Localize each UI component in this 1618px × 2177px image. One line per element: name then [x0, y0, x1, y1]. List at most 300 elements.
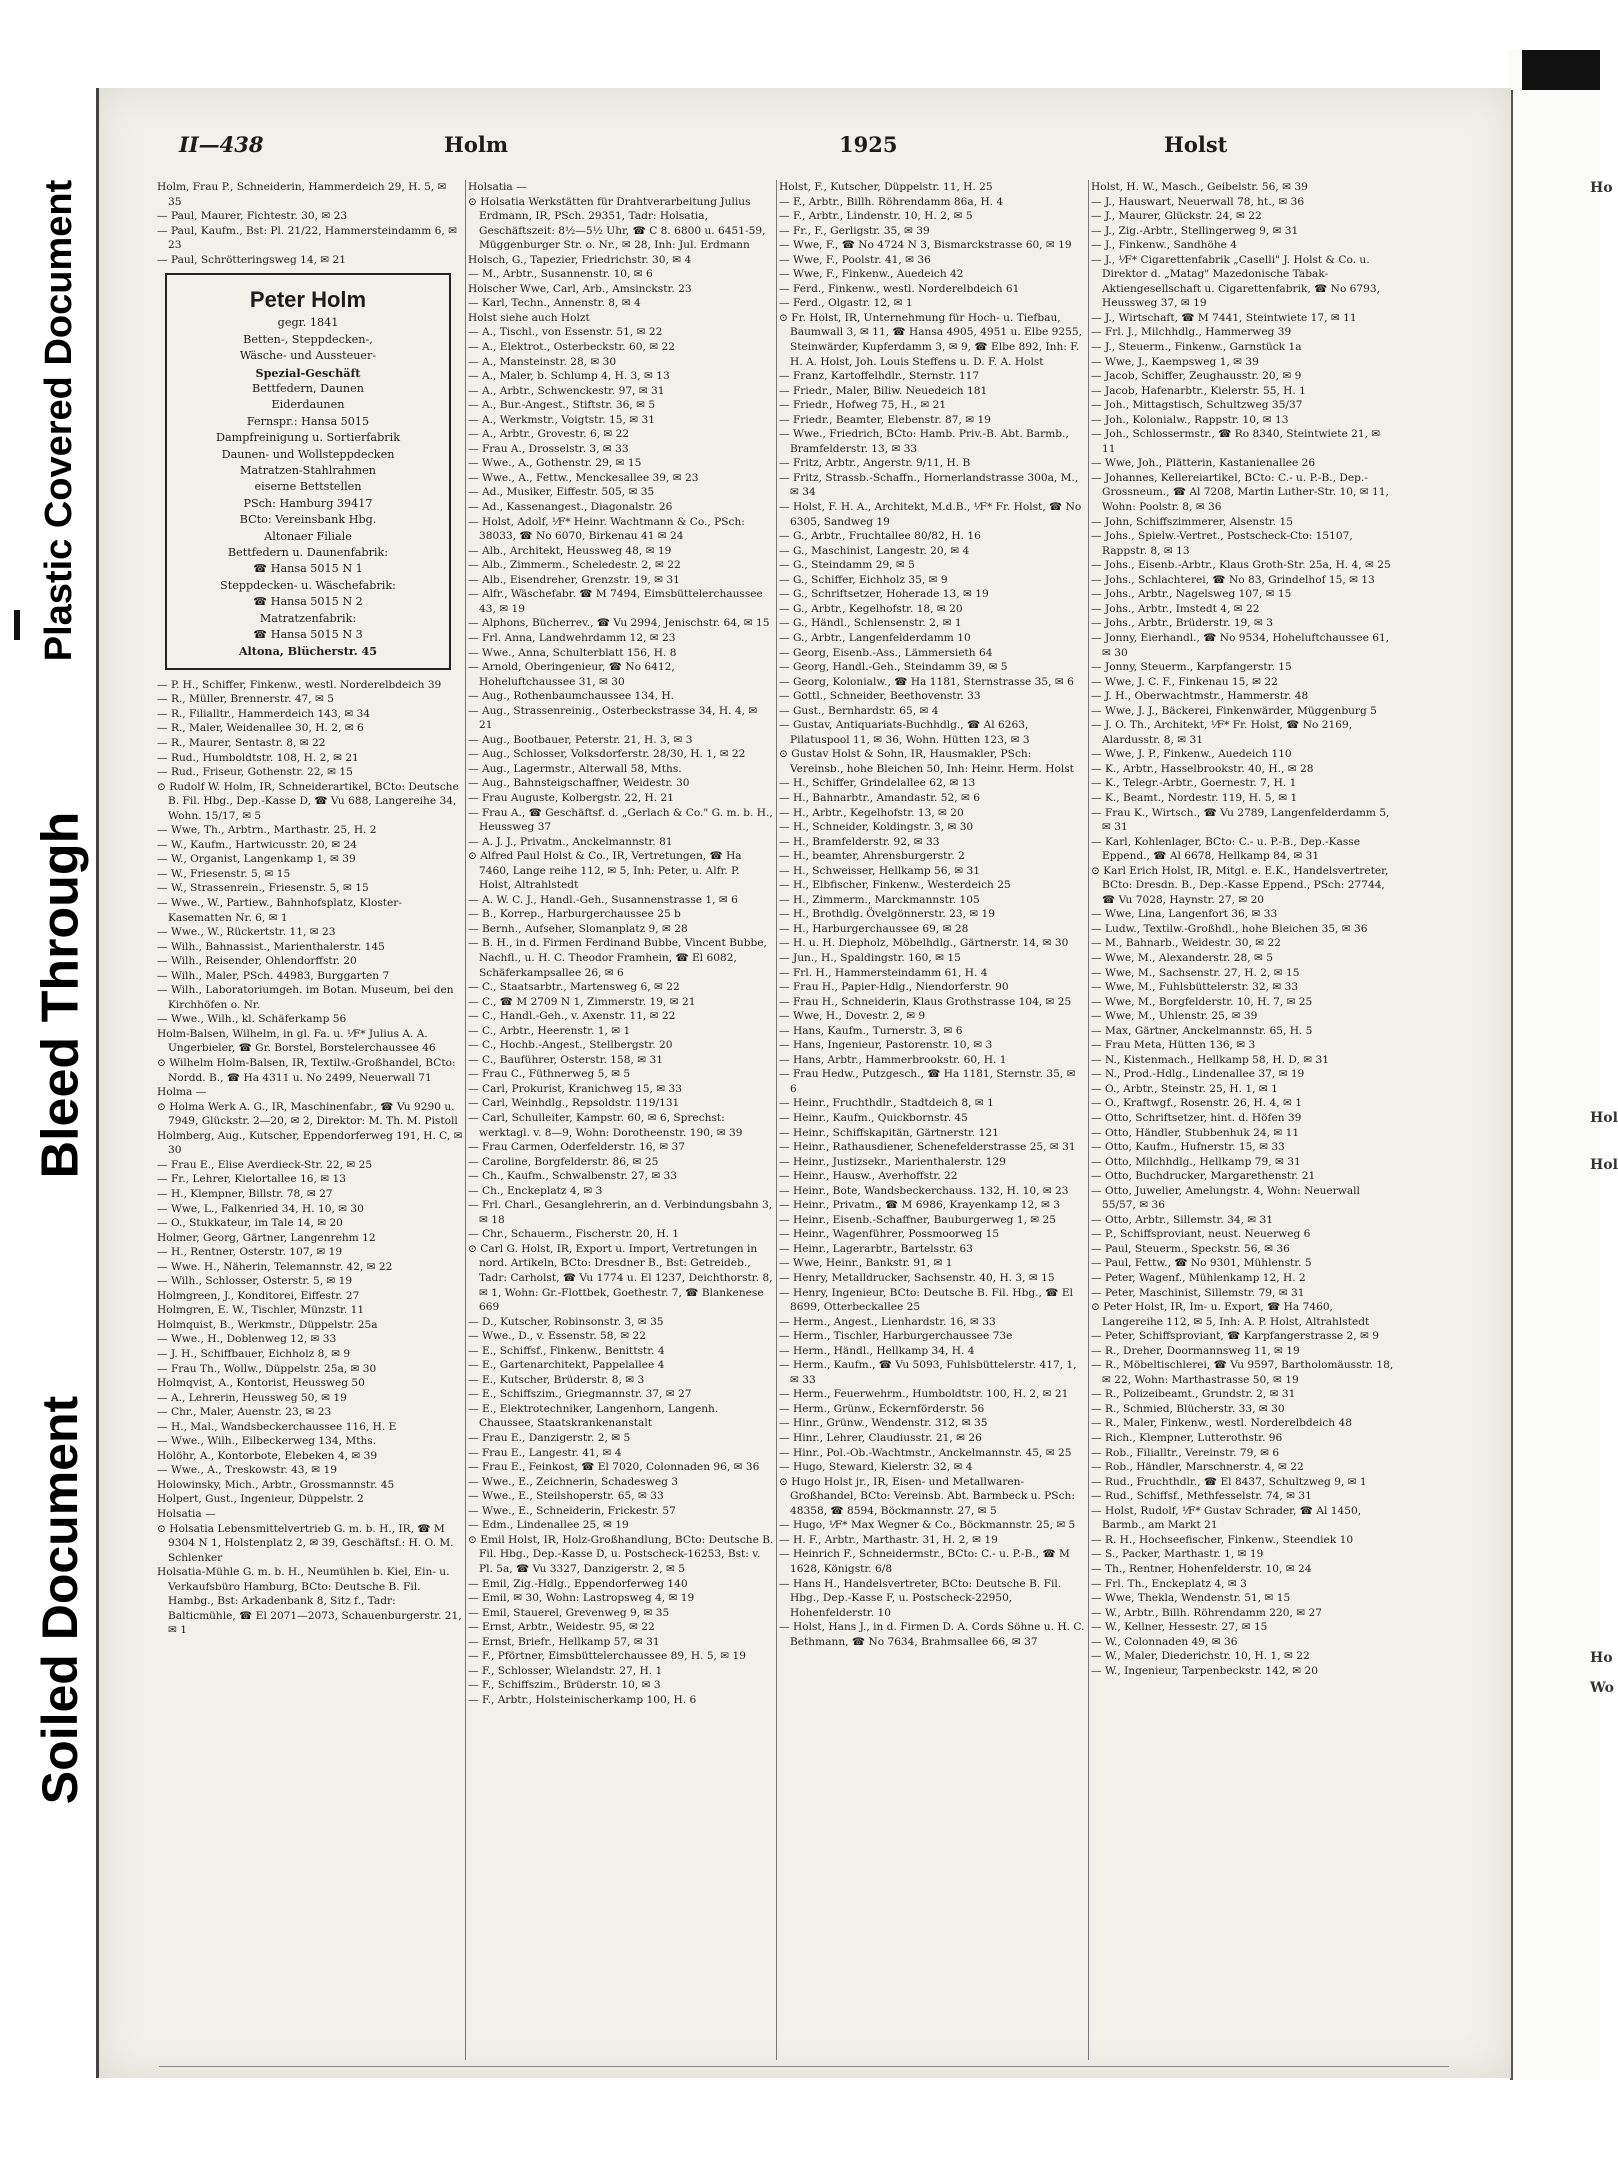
directory-entry: — Otto, Milchhdlg., Hellkamp 79, ✉ 31	[1091, 1155, 1301, 1168]
directory-entry: — F., Arbtr., Billh. Röhrendamm 86a, H. 4	[779, 195, 1004, 208]
directory-entry: — Joh., Schlossermstr., ☎ Ro 8340, Steintwiete 21, ✉ 11	[1091, 428, 1381, 455]
directory-entry: — A., Elektrot., Osterbeckstr. 60, ✉ 22	[468, 341, 675, 354]
directory-entry: — O., Kraftwgf., Rosenstr. 26, H. 4, ✉ 1	[1091, 1097, 1302, 1110]
directory-entry: — Wwe, F., ☎ No 4724 N 3, Bismarckstrasse 60, ✉ 19	[779, 239, 1072, 252]
directory-entry: — Wwe., Friedrich, BCto: Hamb. Priv.-B. Abt. Barmb., Bramfelderstr. 13, ✉ 33	[779, 428, 1069, 455]
directory-entry: ⊙ Carl G. Holst, IR, Export u. Import, Vertretungen in nord. Artikeln, BCto: Dresdner B., Bst: Getreideb., Tadr: Carholst, ☎ Vu 1774 u. El 1237, Deichthorstr. 8, ✉ 1, Wohn: Gr.-Flottbek, Goethestr. 7, ☎ Blankenese 669	[468, 1242, 773, 1314]
directory-entry: — Wwe., H., Doblenweg 12, ✉ 33	[157, 1333, 337, 1346]
directory-entry: — Johs., Eisenb.-Arbtr., Klaus Groth-Str. 25a, H. 4, ✉ 25	[1091, 559, 1391, 572]
directory-entry: Holmgreen, J., Konditorei, Eiffestr. 27	[157, 1289, 360, 1302]
directory-entry: — Wwe, M., Borgfelderstr. 10, H. 7, ✉ 25	[1091, 995, 1313, 1008]
directory-entry: — Frau C., Füthnerweg 5, ✉ 5	[468, 1068, 631, 1081]
ad-line: Spezial-Geschäft	[255, 365, 361, 380]
ad-line: ☎ Hansa 5015 N 3	[253, 628, 363, 641]
directory-entry: — Frau E., Feinkost, ☎ El 7020, Colonnaden 96, ✉ 36	[468, 1461, 760, 1474]
ad-title: Peter Holm	[249, 287, 367, 313]
ad-line: ☎ Hansa 5015 N 2	[253, 595, 363, 609]
column-1-entries-continued	[157, 678, 463, 1638]
directory-entry: — H., Rentner, Osterstr. 107, ✉ 19	[157, 1246, 343, 1259]
directory-entry: — G., Händl., Schlensenstr. 2, ✉ 1	[779, 617, 962, 630]
page-bottom-rule	[159, 2066, 1449, 2067]
directory-entry: ⊙ Emil Holst, IR, Holz-Großhandlung, BCto: Deutsche B. Fil. Hbg., Dep.-Kasse D, u. Postscheck-16253, Bst: v. Pl. 5a, ☎ Vu 3327, Danzigerstr. 2, ✉ 5	[468, 1533, 774, 1575]
directory-entry: — Hugo, ⅟F* Max Wegner & Co., Böckmannstr. 25, ✉ 5	[779, 1519, 1076, 1532]
directory-entry: — H., Harburgerchaussee 69, ✉ 28	[779, 922, 969, 935]
directory-entry: ⊙ Rudolf W. Holm, IR, Schneiderartikel, BCto: Deutsche B. Fil. Hbg., Dep.-Kasse D, ☎ Vu 688, Langereihe 34, Wohn. 15/17, ✉ 5	[157, 780, 459, 822]
directory-entry: — J., ⅟F* Cigarettenfabrik „Caselli" J. Holst & Co. u. Direktor d. „Matag" Mazedonische Tabak-Aktiengesellschaft u. Cigarettenfabrik, ☎ No 6793, Heussweg 37, ✉ 19	[1091, 253, 1381, 310]
directory-entry: — Emil, Stauerel, Grevenweg 9, ✉ 35	[468, 1606, 670, 1619]
directory-entry: — A., Maler, b. Schlump 4, H. 3, ✉ 13	[468, 370, 670, 383]
directory-entry: Holsatia —	[157, 1507, 216, 1520]
directory-entry: — Frl. J., Milchhdlg., Hammerweg 39	[1091, 326, 1292, 339]
header-right-word: Holst	[1164, 132, 1228, 157]
directory-entry: Holöhr, A., Kontorbote, Elebeken 4, ✉ 39	[157, 1449, 378, 1462]
directory-entry: ⊙ Gustav Holst & Sohn, IR, Hausmakler, PSch: Vereinsb., hohe Bleichen 50, Inh: Heinr. Herm. Holst	[779, 748, 1074, 775]
directory-entry: — J. O. Th., Architekt, ⅟F* Fr. Holst, ☎ No 2169, Alardusstr. 8, ✉ 31	[1091, 719, 1353, 746]
directory-entry: — Heinr., Kaufm., Quickbornstr. 45	[779, 1112, 968, 1124]
directory-entry: — W., Arbtr., Billh. Röhrendamm 220, ✉ 27	[1091, 1606, 1322, 1619]
directory-entry: — Frau A., Drosselstr. 3, ✉ 33	[468, 442, 629, 455]
ad-line: eiserne Bettstellen	[254, 480, 362, 494]
directory-entry: Holst, F., Kutscher, Düppelstr. 11, H. 25	[779, 181, 993, 193]
directory-entry: — Herm., Händl., Hellkamp 34, H. 4	[779, 1344, 975, 1357]
directory-entry: Holowinsky, Mich., Arbtr., Grossmannstr. 45	[157, 1478, 395, 1491]
directory-entry: — W., Ingenieur, Tarpenbeckstr. 142, ✉ 20	[1091, 1664, 1319, 1677]
directory-entry: — F., Schlosser, Wielandstr. 27, H. 1	[468, 1664, 663, 1677]
directory-entry: — Wwe, M., Sachsenstr. 27, H. 2, ✉ 15	[1091, 966, 1300, 979]
directory-entry: — Hans, Arbtr., Hammerbrookstr. 60, H. 1	[779, 1053, 1007, 1066]
directory-entry: — Jonny, Eierhandl., ☎ No 9534, Hoheluftchaussee 61, ✉ 30	[1091, 631, 1390, 659]
directory-entry: — Jacob, Hafenarbtr., Kielerstr. 55, H. 1	[1091, 384, 1306, 397]
directory-entry: — E., Kutscher, Brüderstr. 8, ✉ 3	[468, 1373, 645, 1386]
directory-entry: — Fr., F., Gerligstr. 35, ✉ 39	[779, 224, 930, 237]
directory-entry: — Wwe, M., Alexanderstr. 28, ✉ 5	[1091, 951, 1273, 964]
directory-entry: — Paul, Steuerm., Speckstr. 56, ✉ 36	[1091, 1242, 1290, 1255]
directory-entry: — Joh., Mittagstisch, Schultzweg 35/37	[1091, 399, 1303, 412]
ad-line: ☎ Hansa 5015 N 1	[253, 562, 363, 576]
directory-entry: — R. H., Hochseefischer, Finkenw., Steendiek 10	[1091, 1533, 1354, 1546]
edge-fragment: Ho	[1590, 1650, 1613, 1666]
directory-entry: Holmberg, Aug., Kutscher, Eppendorferweg 191, H. C, ✉ 30	[157, 1129, 463, 1157]
directory-entry: — Henry, Ingenieur, BCto: Deutsche B. Fil. Hbg., ☎ El 8699, Otterbeckallee 25	[779, 1286, 1073, 1314]
directory-entry: — Henry, Metalldrucker, Sachsenstr. 40, H. 3, ✉ 15	[779, 1272, 1055, 1285]
advertisement-peter-holm	[165, 273, 451, 670]
directory-entry: — Wwe., E., Zeichnerin, Schadesweg 3	[468, 1475, 679, 1488]
directory-entry: — Wwe., D., v. Essenstr. 58, ✉ 22	[468, 1330, 646, 1343]
directory-entry: — Johs., Arbtr., Brüderstr. 19, ✉ 3	[1091, 617, 1274, 630]
directory-entry: Holst siehe auch Holzt	[468, 311, 590, 324]
directory-entry: — Caroline, Borgfelderstr. 86, ✉ 25	[468, 1155, 659, 1168]
directory-entry: Holsatia-Mühle G. m. b. H., Neumühlen b. Kiel, Ein- u. Verkaufsbüro Hamburg, BCto: Deutsche B. Fil. Hambg., Bst: Arkadenbank 8, Sitz f., Tadr: Balticmühle, ☎ El 2071—2073, Schauenburgerstr. 21, ✉ 1	[157, 1566, 462, 1637]
directory-entry: — Wwe., A., Treskowstr. 43, ✉ 19	[157, 1464, 338, 1477]
ad-line: Matratzen-Stahlrahmen	[240, 463, 376, 477]
directory-entry: — S., Packer, Marthastr. 1, ✉ 19	[1091, 1548, 1264, 1561]
ad-lines	[173, 315, 443, 660]
directory-entry: — H., Bahnarbtr., Amandastr. 52, ✉ 6	[779, 791, 980, 804]
directory-entry: — Emil, ✉ 30, Wohn: Lastropsweg 4, ✉ 19	[468, 1592, 695, 1605]
directory-entry: — Wwe, M., Fuhlsbüttelerstr. 32, ✉ 33	[1091, 981, 1299, 994]
page-number: II—438	[179, 132, 264, 157]
directory-entry: — Wwe, J., Kaempsweg 1, ✉ 39	[1091, 355, 1259, 368]
edge-fragment: Hol	[1590, 1157, 1618, 1173]
directory-entry: — Frau E., Danzigerstr. 2, ✉ 5	[468, 1432, 631, 1445]
directory-entry: — Arnold, Oberingenieur, ☎ No 6412, Hoheluftchaussee 31, ✉ 30	[468, 661, 675, 688]
ad-line: Altonaer Filiale	[264, 529, 352, 543]
directory-entry: ⊙ Holsatia Lebensmittelvertrieb G. m. b. H., IR, ☎ M 9304 N 1, Holstenplatz 2, ✉ 39, Geschäftsf.: H. O. M. Schlenker	[157, 1522, 454, 1564]
directory-entry: — K., Beamt., Nordestr. 119, H. 5, ✉ 1	[1091, 791, 1298, 804]
ad-line: Fernspr.: Hansa 5015	[246, 414, 370, 428]
column-2	[468, 180, 774, 1707]
margin-mark	[14, 610, 20, 640]
directory-entry: ⊙ Wilhelm Holm-Balsen, IR, Textilw.-Großhandel, BCto: Nordd. B., ☎ Ha 4311 u. No 2499, Neuerwall 71	[157, 1057, 456, 1084]
ad-line: Wäsche- und Aussteuer-	[239, 349, 377, 363]
directory-entry: — Wwe, Heinr., Bankstr. 91, ✉ 1	[779, 1257, 953, 1270]
directory-entry: — A., Mansteinstr. 28, ✉ 30	[468, 355, 617, 368]
directory-entry: — Peter, Maschinist, Sillemstr. 79, ✉ 31	[1091, 1286, 1305, 1299]
directory-entry: Holma —	[157, 1086, 207, 1099]
ad-line: Altona, Blücherstr. 45	[238, 644, 378, 659]
directory-entry: — Th., Rentner, Hohenfelderstr. 10, ✉ 24	[1091, 1562, 1312, 1575]
directory-entry: — W., Strassenrein., Friesenstr. 5, ✉ 15	[157, 882, 369, 895]
directory-entry: — W., Colonnaden 49, ✉ 36	[1091, 1635, 1238, 1648]
page-header	[179, 132, 1469, 162]
directory-entry: — A., Arbtr., Grovestr. 6, ✉ 22	[468, 428, 630, 441]
directory-entry: — Alb., Zimmerm., Scheledestr. 2, ✉ 22	[468, 559, 681, 572]
directory-entry: — A. W. C. J., Handl.-Geh., Susannenstrasse 1, ✉ 6	[468, 893, 738, 906]
directory-entry: — Wwe, Th., Arbtrn., Marthastr. 25, H. 2	[157, 824, 377, 837]
directory-entry: — Rud., Fruchthdlr., ☎ El 8437, Schultzweg 9, ✉ 1	[1091, 1475, 1367, 1488]
ad-line: Eiderdaunen	[271, 398, 345, 412]
directory-entry: — Georg, Kolonialw., ☎ Ha 1181, Sternstrasse 35, ✉ 6	[779, 675, 1074, 688]
directory-entry: — Paul, Kaufm., Bst: Pl. 21/22, Hammersteindamm 6, ✉ 23	[157, 224, 457, 252]
directory-entry: — Frl. Th., Enckeplatz 4, ✉ 3	[1091, 1577, 1247, 1590]
directory-entry: — N., Kistenmach., Hellkamp 58, H. D, ✉ 31	[1091, 1053, 1329, 1066]
directory-entry: — Heinr., Justizsekr., Marienthalerstr. 129	[779, 1155, 1006, 1168]
ad-line: Steppdecken- u. Wäschefabrik:	[220, 578, 396, 592]
directory-entry: — Ch., Kaufm., Schwalbenstr. 27, ✉ 33	[468, 1170, 678, 1183]
directory-entry: — Peter, Schiffsproviant, ☎ Karpfangerstrasse 2, ✉ 9	[1091, 1330, 1379, 1343]
directory-entry: ⊙ Alfred Paul Holst & Co., IR, Vertretungen, ☎ Ha 7460, Lange reihe 112, ✉ 5, Inh: Peter, u. Alfr. P. Holst, Altrahlstedt	[468, 850, 742, 892]
directory-entry: — F., Arbtr., Lindenstr. 10, H. 2, ✉ 5	[779, 210, 973, 223]
directory-entry: — Wwe, Thekla, Wendenstr. 51, ✉ 15	[1091, 1592, 1291, 1605]
directory-entry: — Wwe, H., Dovestr. 2, ✉ 9	[779, 1010, 926, 1023]
directory-entry: — Aug., Strassenreinig., Osterbeckstrasse 34, H. 4, ✉ 21	[468, 704, 758, 732]
ad-line: Dampfreinigung u. Sortierfabrik	[216, 431, 400, 445]
directory-entry: — C., ☎ M 2709 N 1, Zimmerstr. 19, ✉ 21	[468, 995, 696, 1008]
directory-entry: — Wilh., Maler, PSch. 44983, Burggarten 7	[157, 969, 390, 982]
directory-entry: — Franz, Kartoffelhdlr., Sternstr. 117	[779, 370, 980, 383]
directory-entry: — Heinr., Fruchthdlr., Stadtdeich 8, ✉ 1	[779, 1097, 994, 1110]
ad-line: Daunen- und Wollsteppdecken	[221, 447, 395, 461]
column-3	[779, 180, 1085, 1649]
directory-page	[96, 88, 1511, 2078]
directory-entry: — Alb., Architekt, Heussweg 48, ✉ 19	[468, 544, 672, 557]
directory-entry: — H., Bramfelderstr. 92, ✉ 33	[779, 835, 940, 848]
directory-entry: — G., Steindamm 29, ✉ 5	[779, 559, 915, 572]
directory-entry: Holmer, Georg, Gärtner, Langenrehm 12	[157, 1231, 376, 1244]
directory-entry: Holst, H. W., Masch., Geibelstr. 56, ✉ 39	[1091, 181, 1308, 193]
directory-entry: — Johannes, Kellereiartikel, BCto: C.- u. P.-B., Dep.-Grossneum., ☎ Al 7208, Martin Luther-Str. 10, ✉ 11, Wohn: Poolstr. 8, ✉ 36	[1091, 471, 1389, 514]
directory-entry: — W., Maler, Diederichstr. 10, H. 1, ✉ 22	[1091, 1650, 1310, 1663]
directory-entry: — A., Lehrerin, Heussweg 50, ✉ 19	[157, 1391, 347, 1404]
directory-entry: — Wwe, J. C. F., Finkenau 15, ✉ 22	[1091, 675, 1278, 688]
directory-entry: — Wwe., E., Steilshoperstr. 65, ✉ 33	[468, 1490, 664, 1503]
directory-entry: — Wilh., Bahnassist., Marienthalerstr. 145	[157, 940, 385, 953]
directory-entry: — P., Schiffsproviant, neust. Neuerweg 6	[1091, 1228, 1311, 1241]
directory-entry: — R., Schmied, Blücherstr. 33, ✉ 30	[1091, 1402, 1285, 1415]
directory-entry: — Alfr., Wäschefabr. ☎ M 7494, Eimsbüttelerchaussee 43, ✉ 19	[468, 588, 763, 615]
column-divider	[465, 180, 466, 2060]
directory-entry: — M., Bahnarb., Weidestr. 30, ✉ 22	[1091, 937, 1281, 950]
directory-entry: — Hinr., Grünw., Wendenstr. 312, ✉ 35	[779, 1417, 988, 1430]
column-divider	[1088, 180, 1089, 2060]
directory-entry: — Johs., Spielw.-Vertret., Postscheck-Cto: 15107, Rappstr. 8, ✉ 13	[1091, 530, 1353, 557]
directory-entry: — R., Filialltr., Hammerdeich 143, ✉ 34	[157, 707, 371, 720]
directory-entry: — Herm., Angest., Lienhardstr. 16, ✉ 33	[779, 1315, 996, 1328]
directory-entry: — Aug., Rothenbaumchaussee 134, H.	[468, 690, 675, 703]
directory-entry: — Carl, Weinhdlg., Repsoldstr. 119/131	[468, 1097, 680, 1110]
directory-entry: — Georg, Handl.-Geh., Steindamm 39, ✉ 5	[779, 661, 1008, 674]
directory-entry: — H. F., Arbtr., Marthastr. 31, H. 2, ✉ 19	[779, 1533, 998, 1546]
directory-entry: — J. H., Schiffbauer, Eichholz 8, ✉ 9	[157, 1347, 351, 1360]
directory-entry: — O., Stukkateur, im Tale 14, ✉ 20	[157, 1217, 343, 1230]
directory-entry: — Wwe., Wilh., Eilbeckerweg 134, Mths.	[157, 1435, 377, 1448]
directory-entry: — Aug., Lagermstr., Alterwall 58, Mths.	[468, 762, 682, 775]
directory-entry: — Emil, Zig.-Hdlg., Eppendorferweg 140	[468, 1577, 688, 1590]
directory-entry: — O., Arbtr., Steinstr. 25, H. 1, ✉ 1	[1091, 1082, 1278, 1095]
directory-entry: — Heinr., Hausw., Averhoffstr. 22	[779, 1170, 958, 1183]
column-divider	[776, 180, 777, 2060]
directory-entry: — Heinrich F., Schneidermstr., BCto: C.- u. P.-B., ☎ M 1628, Königstr. 6/8	[779, 1548, 1070, 1575]
column-1-entries	[157, 180, 463, 267]
directory-entry: — H., Schneider, Koldingstr. 3, ✉ 30	[779, 821, 974, 834]
directory-entry: — Herm., Feuerwehrm., Humboldtstr. 100, H. 2, ✉ 21	[779, 1388, 1069, 1401]
directory-entry: — Frau H., Papier-Hdlg., Niendorferstr. 90	[779, 981, 1009, 994]
directory-entry: — A. J. J., Privatm., Anckelmannstr. 81	[468, 835, 673, 848]
directory-entry: — Rob., Händler, Marschnerstr. 4, ✉ 22	[1091, 1461, 1304, 1474]
directory-entry: — C., Handl.-Geh., v. Axenstr. 11, ✉ 22	[468, 1010, 676, 1023]
directory-entry: — D., Kutscher, Robinsonstr. 3, ✉ 35	[468, 1315, 664, 1328]
directory-entry: — Ernst, Briefr., Hellkamp 57, ✉ 31	[468, 1635, 660, 1648]
directory-entry: — Frau H., Schneiderin, Klaus Grothstrasse 104, ✉ 25	[779, 995, 1072, 1008]
directory-entry: Holmquist, B., Werkmstr., Düppelstr. 25a	[157, 1318, 378, 1331]
directory-entry: — Johs., Schlachterei, ☎ No 83, Grindelhof 15, ✉ 13	[1091, 573, 1375, 586]
side-label-soiled: Soiled Document	[32, 1395, 88, 1805]
directory-entry: — R., Müller, Brennerstr. 47, ✉ 5	[157, 693, 335, 706]
directory-entry: — Wwe, F., Poolstr. 41, ✉ 36	[779, 253, 931, 266]
directory-entry: — Friedr., Maler, Biliw. Neuedeich 181	[779, 384, 988, 397]
directory-entry: — Wwe, M., Uhlenstr. 25, ✉ 39	[1091, 1010, 1258, 1023]
directory-entry: — Heinr., Rathausdiener, Schenefelderstrasse 25, ✉ 31	[779, 1141, 1076, 1154]
directory-entry: — H., Klempner, Billstr. 78, ✉ 27	[157, 1187, 333, 1200]
directory-entry: — Wwe., A., Fettw., Menckesallee 39, ✉ 23	[468, 471, 699, 484]
directory-entry: — Peter, Wagenf., Mühlenkamp 12, H. 2	[1091, 1272, 1306, 1285]
side-label-plastic-covered: Plastic Covered Document	[38, 179, 81, 661]
directory-entry: — Wwe, J. P., Finkenw., Auedeich 110	[1091, 748, 1292, 761]
directory-entry: — C., Staatsarbtr., Martensweg 6, ✉ 22	[468, 981, 680, 994]
directory-entry: — E., Schiffsf., Finkenw., Benittstr. 4	[468, 1344, 665, 1357]
directory-entry: Holm, Frau P., Schneiderin, Hammerdeich 29, H. 5, ✉ 35	[157, 181, 447, 208]
edge-fragment: Hol	[1590, 1110, 1618, 1126]
directory-entry: — J., Zig.-Arbtr., Stellingerweg 9, ✉ 31	[1091, 224, 1299, 237]
directory-entry: — H., Mal., Wandsbeckerchaussee 116, H. E	[157, 1420, 397, 1433]
directory-entry: — Gust., Bernhardstr. 65, ✉ 4	[779, 704, 939, 717]
directory-entry: — Hans, Kaufm., Turnerstr. 3, ✉ 6	[779, 1024, 963, 1037]
directory-entry: — Frau E., Elise Averdieck-Str. 22, ✉ 25	[157, 1158, 373, 1171]
directory-entry: — Otto, Juwelier, Amelungstr. 4, Wohn: Neuerwall 55/57, ✉ 36	[1091, 1184, 1360, 1212]
adjacent-page-edge	[1508, 50, 1618, 2080]
directory-entry: ⊙ Karl Erich Holst, IR, Mitgl. e. E.K., Handelsvertreter, BCto: Dresdn. B., Dep.-Kasse Eppend., PSch: 27744, ☎ Vu 7028, Haynstr. 27, ✉ 20	[1091, 864, 1389, 906]
directory-entry: — Wilh., Reisender, Ohlendorffstr. 20	[157, 955, 357, 968]
edge-fragment: Ho	[1590, 180, 1613, 196]
directory-entry: — W., Friesenstr. 5, ✉ 15	[157, 867, 291, 880]
directory-entry: — Ludw., Textilw.-Großhdl., hohe Bleichen 35, ✉ 36	[1091, 922, 1368, 935]
directory-entry: — Max, Gärtner, Anckelmannstr. 65, H. 5	[1091, 1024, 1313, 1037]
edge-fragment: Wo	[1590, 1680, 1614, 1696]
directory-entry: — Frau K., Wirtsch., ☎ Vu 2789, Langenfelderdamm 5, ✉ 31	[1091, 806, 1390, 834]
directory-entry: — J., Finkenw., Sandhöhe 4	[1091, 239, 1238, 252]
directory-entry: — G., Maschinist, Langestr. 20, ✉ 4	[779, 544, 970, 557]
directory-entry: — G., Arbtr., Kegelhofstr. 18, ✉ 20	[779, 602, 963, 615]
directory-entry: — K., Arbtr., Hasselbrookstr. 40, H., ✉ 28	[1091, 762, 1314, 775]
directory-entry: — Frau Meta, Hütten 136, ✉ 3	[1091, 1039, 1256, 1052]
directory-entry: — Chr., Schauerm., Fischerstr. 20, H. 1	[468, 1228, 680, 1241]
directory-entry: — K., Telegr.-Arbtr., Goernestr. 7, H. 1	[1091, 777, 1297, 790]
directory-entry: — J., Maurer, Glückstr. 24, ✉ 22	[1091, 210, 1262, 223]
directory-entry: — H., Zimmerm., Marckmannstr. 105	[779, 893, 980, 906]
directory-entry: — Georg, Eisenb.-Ass., Lämmersieth 64	[779, 646, 993, 659]
directory-entry: ⊙ Hugo Holst jr., IR, Eisen- und Metallwaren-Großhandel, BCto: Vereinsb. Abt. Barmbeck u. PSch: 48358, ☎ 8594, Böckmannstr. 27, ✉ 5	[779, 1475, 1075, 1517]
directory-entry: — Wilh., Laboratoriumgeh. im Botan. Museum, bei den Kirchhöfen o. Nr.	[157, 984, 454, 1011]
directory-entry: — Frl. Charl., Gesanglehrerin, an d. Verbindungsbahn 3, ✉ 18	[468, 1199, 773, 1226]
directory-entry: — Aug., Bahnsteigschaffner, Weidestr. 30	[468, 777, 690, 790]
directory-entry: — Johs., Arbtr., Imstedt 4, ✉ 22	[1091, 602, 1260, 615]
directory-entry: — Heinr., Wagenführer, Possmoorweg 15	[779, 1228, 1000, 1241]
directory-entry: ⊙ Holma Werk A. G., IR, Maschinenfabr., ☎ Vu 9290 u. 7949, Glückstr. 2—20, ✉ 2, Direktor: M. Th. M. Pistoll	[157, 1100, 458, 1128]
directory-entry: — Heinr., Bote, Wandsbeckerchauss. 132, H. 10, ✉ 23	[779, 1184, 1069, 1197]
directory-entry: — Carl, Prokurist, Kranichweg 15, ✉ 33	[468, 1082, 682, 1095]
column-1	[157, 180, 463, 1638]
directory-entry: — Fritz, Arbtr., Angerstr. 9/11, H. B	[779, 457, 971, 470]
directory-entry: — B., Korrep., Harburgerchaussee 25 b	[468, 908, 681, 921]
directory-entry: — R., Dreher, Doormannsweg 11, ✉ 19	[1091, 1344, 1300, 1357]
directory-entry: Holmqvist, A., Kontorist, Heussweg 50	[157, 1377, 365, 1390]
directory-entry: — Herm., Tischler, Harburgerchaussee 73e	[779, 1330, 1013, 1343]
directory-entry: — Carl, Schulleiter, Kampstr. 60, ✉ 6, Sprechst: werktagl. v. 8—9, Wohn: Dorotheenstr. 190, ✉ 39	[468, 1112, 743, 1139]
ad-line: BCto: Vereinsbank Hbg.	[239, 513, 377, 527]
directory-entry: — Aug., Schlosser, Volksdorferstr. 28/30, H. 1, ✉ 22	[468, 748, 746, 761]
directory-entry: — Rud., Friseur, Gothenstr. 22, ✉ 15	[157, 766, 353, 779]
directory-entry: — G., Schiffer, Eichholz 35, ✉ 9	[779, 573, 948, 586]
directory-entry: — F., Arbtr., Holsteinischerkamp 100, H. 6	[468, 1693, 697, 1706]
directory-entry: — Wwe. H., Näherin, Telemannstr. 42, ✉ 22	[157, 1260, 393, 1273]
ad-line: Matratzenfabrik:	[259, 611, 357, 625]
directory-entry: — Heinr., Privatm., ☎ M 6986, Krayenkamp 12, ✉ 3	[779, 1199, 1060, 1212]
header-year: 1925	[839, 132, 898, 157]
directory-entry: — Frau E., Langestr. 41, ✉ 4	[468, 1446, 622, 1459]
directory-entry: — H., Elbfischer, Finkenw., Westerdeich 25	[779, 879, 1011, 892]
directory-entry: — Alphons, Bücherrev., ☎ Vu 2994, Jenischstr. 64, ✉ 15	[468, 617, 770, 630]
directory-entry: — A., Bur.-Angest., Stiftstr. 36, ✉ 5	[468, 399, 656, 412]
directory-entry: — Rich., Klempner, Lutterothstr. 96	[1091, 1432, 1283, 1445]
directory-entry: — Ferd., Finkenw., westl. Norderelbdeich 61	[779, 282, 1020, 295]
directory-entry: — Paul, Fettw., ☎ No 9301, Mühlenstr. 5	[1091, 1257, 1312, 1270]
directory-entry: — Otto, Schriftsetzer, hint. d. Höfen 39	[1091, 1112, 1302, 1124]
directory-entry: — G., Arbtr., Langenfelderdamm 10	[779, 631, 971, 644]
directory-entry: — Heinr., Schiffskapitän, Gärtnerstr. 121	[779, 1126, 999, 1139]
directory-entry: — Wwe., W., Rückertstr. 11, ✉ 23	[157, 926, 336, 939]
directory-entry: — E., Schiffszim., Griegmannstr. 37, ✉ 27	[468, 1388, 692, 1401]
directory-entry: — E., Elektrotechniker, Langenhorn, Langenh. Chaussee, Staatskrankenanstalt	[468, 1402, 719, 1430]
directory-entry: — Friedr., Hofweg 75, H., ✉ 21	[779, 399, 947, 412]
directory-entry: — Frau Th., Wollw., Düppelstr. 25a, ✉ 30	[157, 1362, 377, 1375]
directory-entry: — Bernh., Aufseher, Slomanplatz 9, ✉ 28	[468, 922, 688, 935]
directory-entry: — P. H., Schiffer, Finkenw., westl. Norderelbdeich 39	[157, 678, 442, 691]
directory-entry: — H., Arbtr., Kegelhofstr. 13, ✉ 20	[779, 806, 964, 819]
directory-entry: — B. H., in d. Firmen Ferdinand Bubbe, Vincent Bubbe, Nachfl., u. H. C. Theodor Framhein, ☎ El 6082, Schäferkampsallee 26, ✉ 6	[468, 937, 767, 979]
directory-entry: — Joh., Kolonialw., Rappstr. 10, ✉ 13	[1091, 413, 1289, 426]
directory-entry: — Frau Carmen, Oderfelderstr. 16, ✉ 37	[468, 1141, 686, 1154]
directory-entry: — Heinr., Lagerarbtr., Bartelsstr. 63	[779, 1242, 973, 1255]
directory-entry: — Wwe, L., Falkenried 34, H. 10, ✉ 30	[157, 1202, 364, 1215]
directory-entry: — Frau Hedw., Putzgesch., ☎ Ha 1181, Sternstr. 35, ✉ 6	[779, 1068, 1076, 1095]
directory-entry: — Frl. Anna, Landwehrdamm 12, ✉ 23	[468, 631, 676, 644]
ad-line: Betten-, Steppdecken-,	[243, 332, 373, 346]
directory-entry: — Jacob, Schiffer, Zeughausstr. 20, ✉ 9	[1091, 370, 1302, 383]
directory-entry: — G., Schriftsetzer, Hoherade 13, ✉ 19	[779, 588, 989, 601]
directory-entry: — Ernst, Arbtr., Weidestr. 95, ✉ 22	[468, 1621, 655, 1634]
directory-entry: — C., Hochb.-Angest., Stellbergstr. 20	[468, 1039, 673, 1052]
directory-entry: — Wwe, Lina, Langenfort 36, ✉ 33	[1091, 908, 1278, 921]
directory-entry: — J., Hauswart, Neuerwall 78, ht., ✉ 36	[1091, 195, 1305, 208]
directory-entry: Holpert, Gust., Ingenieur, Düppelstr. 2	[157, 1493, 364, 1506]
directory-entry: — Paul, Schrötteringsweg 14, ✉ 21	[157, 253, 347, 266]
ad-line: Bettfedern, Daunen	[252, 381, 364, 395]
directory-entry: — Chr., Maler, Auenstr. 23, ✉ 23	[157, 1406, 332, 1419]
directory-entry: — Otto, Händler, Stubbenhuk 24, ✉ 11	[1091, 1126, 1300, 1139]
directory-entry: — R., Maler, Finkenw., westl. Norderelbdeich 48	[1091, 1417, 1352, 1430]
directory-entry: — Hinr., Lehrer, Claudiusstr. 21, ✉ 26	[779, 1432, 982, 1445]
directory-entry: — Karl, Kohlenlager, BCto: C.- u. P.-B., Dep.-Kasse Eppend., ☎ Al 6678, Hellkamp 84, ✉ 31	[1091, 835, 1361, 863]
directory-entry: — Heinr., Eisenb.-Schaffner, Bauburgerweg 1, ✉ 25	[779, 1213, 1057, 1226]
directory-entry: Holm-Balsen, Wilhelm, in gl. Fa. u. ⅟F* Julius A. A. Ungerbieler, ☎ Gr. Borstel, Borstelerchaussee 46	[157, 1027, 436, 1055]
side-label-bleed-through: Bleed Through	[31, 811, 89, 1179]
directory-entry: — Wwe, Joh., Plätterin, Kastanienallee 26	[1091, 457, 1316, 470]
directory-entry: — W., Organist, Langenkamp 1, ✉ 39	[157, 853, 356, 866]
directory-entry: — R., Polizeibeamt., Grundstr. 2, ✉ 31	[1091, 1388, 1296, 1401]
directory-entry: — F., Schiffszim., Brüderstr. 10, ✉ 3	[468, 1679, 661, 1692]
directory-entry: — Otto, Buchdrucker, Margarethenstr. 21	[1091, 1170, 1316, 1183]
directory-entry: — Holst, Hans J., in d. Firmen D. A. Cords Söhne u. H. C. Bethmann, ☎ No 7634, Brahmsallee 66, ✉ 37	[779, 1621, 1085, 1648]
directory-entry: — Ch., Enckeplatz 4, ✉ 3	[468, 1184, 603, 1197]
directory-entry: — Edm., Lindenallee 25, ✉ 19	[468, 1519, 629, 1532]
directory-entry: — Jun., H., Spaldingstr. 160, ✉ 15	[779, 951, 961, 964]
directory-entry: — H., Brothdlg. Övelgönnerstr. 23, ✉ 19	[779, 908, 996, 921]
directory-entry: — Fr., Lehrer, Kielortallee 16, ✉ 13	[157, 1173, 347, 1186]
directory-entry: — C., Arbtr., Heerenstr. 1, ✉ 1	[468, 1024, 631, 1037]
directory-entry: — W., Kaufm., Hartwicusstr. 20, ✉ 24	[157, 838, 358, 851]
directory-entry: Holmgren, E. W., Tischler, Münzstr. 11	[157, 1304, 365, 1317]
directory-entry: ⊙ Peter Holst, IR, Im- u. Export, ☎ Ha 7460, Langereihe 112, ✉ 5, Inh: A. P. Holst, Altrahlstedt	[1091, 1301, 1370, 1328]
ad-line: gegr. 1841	[277, 316, 339, 330]
directory-entry: — Wwe., Wilh., kl. Schäferkamp 56	[157, 1013, 347, 1026]
directory-entry: — Aug., Bootbauer, Peterstr. 21, H. 3, ✉ 3	[468, 733, 693, 746]
directory-entry: — Wwe., W., Partiew., Bahnhofsplatz, Kloster-Kasematten Nr. 6, ✉ 1	[157, 897, 402, 924]
directory-entry: — W., Kellner, Hessestr. 27, ✉ 15	[1091, 1621, 1268, 1634]
directory-entry: — Frau Auguste, Kolbergstr. 22, H. 21	[468, 791, 674, 804]
directory-entry: — Hans H., Handelsvertreter, BCto: Deutsche B. Fil. Hbg., Dep.-Kasse F, u. Postscheck-22950, Hohenfelderstr. 10	[779, 1577, 1062, 1619]
directory-entry: — R., Maler, Weidenallee 30, H. 2, ✉ 6	[157, 722, 364, 735]
directory-entry: — Ad., Kassenangest., Diagonalstr. 26	[468, 501, 673, 514]
